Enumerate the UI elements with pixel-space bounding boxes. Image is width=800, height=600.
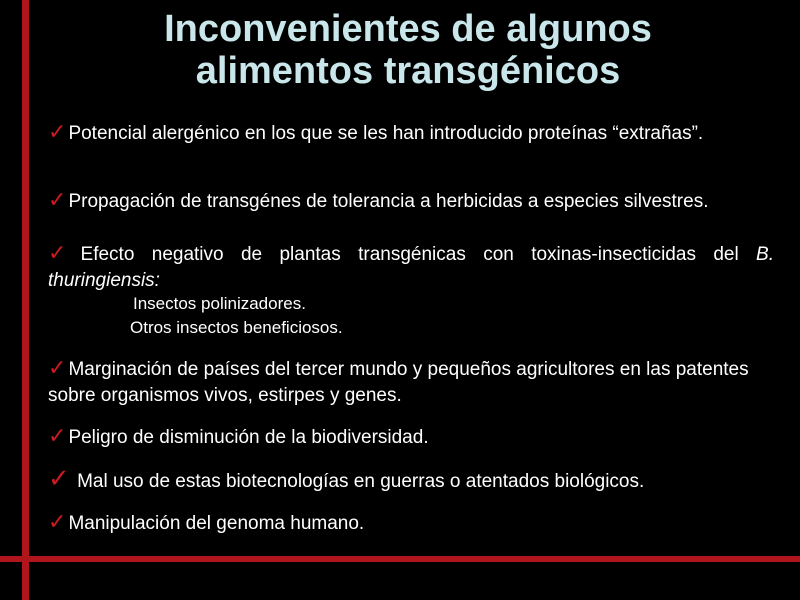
bullet-text: Potencial alergénico en los que se les han introducido proteínas “extrañas”. xyxy=(68,123,704,144)
bullet-item-misuse xyxy=(48,465,774,495)
horizontal-red-line xyxy=(0,556,800,562)
bullet-item-marginalization xyxy=(48,355,778,409)
bullet-text-italic: B. thuringiensis: xyxy=(48,244,774,291)
checkmark-icon: ✓ xyxy=(48,240,79,265)
bullet-item-allergenic xyxy=(48,119,774,147)
slide-title-line-2: alimentos transgénicos xyxy=(195,50,621,92)
sub-item-pollinators: Insectos polinizadores. xyxy=(133,294,306,313)
bullet-text: Manipulación del genoma humano. xyxy=(68,513,365,534)
bullet-item-bt-effect xyxy=(48,240,774,294)
checkmark-icon: ✓ xyxy=(48,509,67,534)
checkmark-icon: ✓ xyxy=(48,463,70,493)
checkmark-icon: ✓ xyxy=(48,423,67,448)
bullet-text: Marginación de países del tercer mundo y pequeños agricultores en las patentes sobre organismos vivos, estirpes y genes. xyxy=(48,359,749,406)
bullet-text: Peligro de disminución de la biodiversidad. xyxy=(68,427,429,448)
checkmark-icon: ✓ xyxy=(48,355,67,380)
bullet-text: Efecto negativo de plantas transgénicas con toxinas-insecticidas del xyxy=(80,244,757,265)
bullet-item-herbicide-propagation xyxy=(48,187,774,215)
slide-title-line-1: Inconvenientes de algunos xyxy=(164,8,652,50)
checkmark-icon: ✓ xyxy=(48,119,67,144)
checkmark-icon: ✓ xyxy=(48,187,67,212)
bullet-item-genome xyxy=(48,509,774,537)
sub-item-beneficial-insects: Otros insectos beneficiosos. xyxy=(130,318,343,337)
vertical-red-line xyxy=(22,0,29,600)
bullet-text: Propagación de transgénes de tolerancia a herbicidas a especies silvestres. xyxy=(68,191,709,212)
bullet-item-biodiversity xyxy=(48,423,774,451)
bullet-text: Mal uso de estas biotecnologías en guerras o atentados biológicos. xyxy=(71,471,645,492)
slide-title xyxy=(40,8,776,92)
